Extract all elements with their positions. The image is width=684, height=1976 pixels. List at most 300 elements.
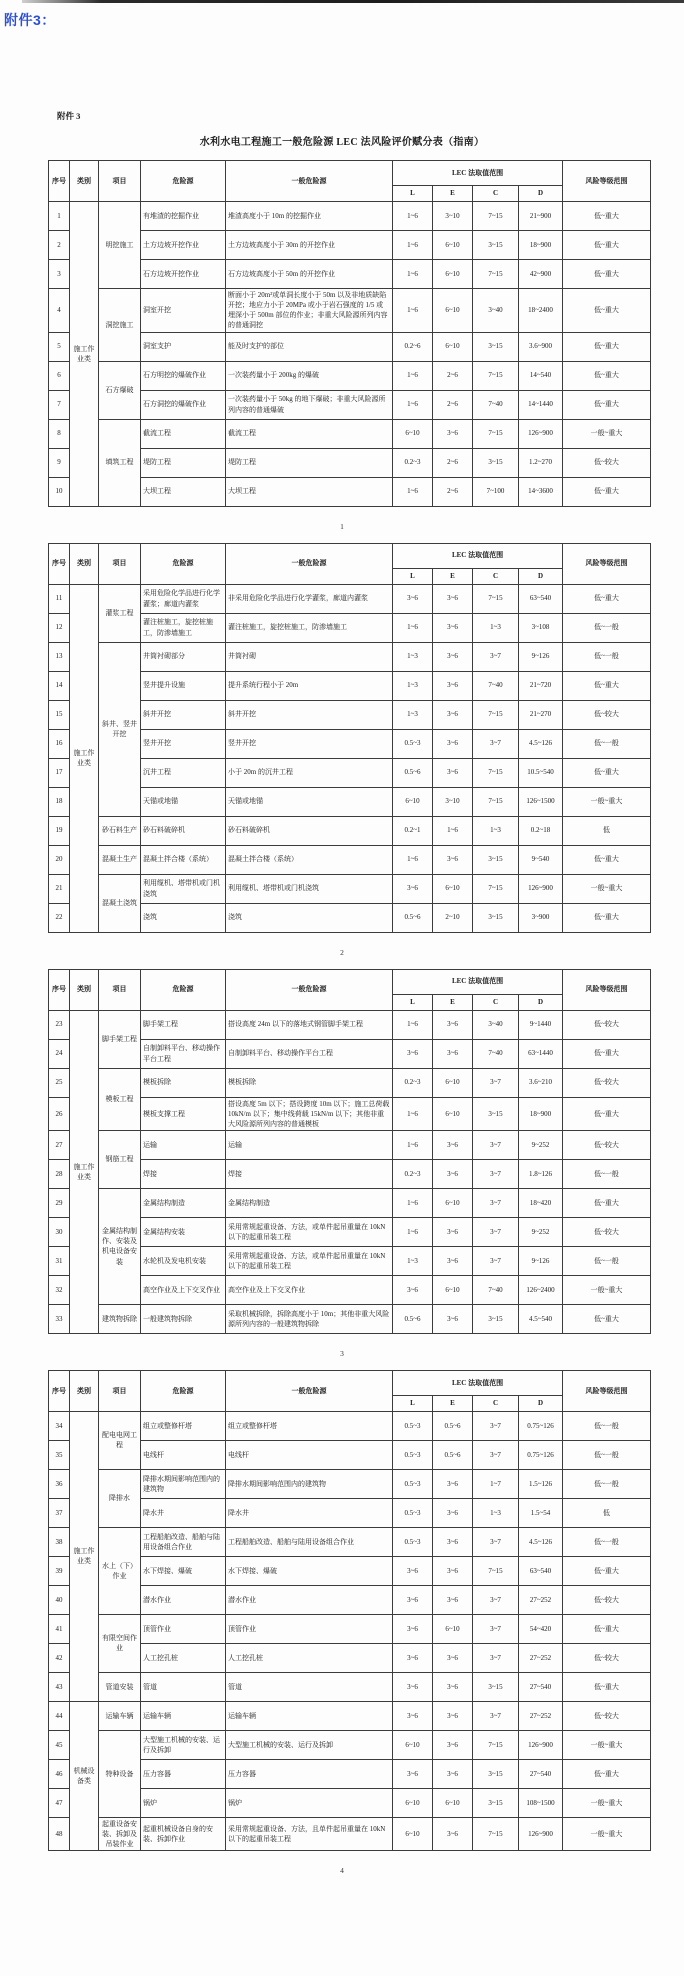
page-title: 水利水电工程施工一般危险源 LEC 法风险评价赋分表（指南） bbox=[199, 137, 485, 148]
cell-e: 0.5~6 bbox=[433, 1440, 473, 1469]
cell-hazard: 采用危险化学品进行化学灌浆；廊道内灌浆 bbox=[141, 584, 226, 613]
cell-hazard: 大型施工机械的安装、运行及拆卸 bbox=[141, 1730, 226, 1759]
cell-hazard: 工程船舶改造、船舶与陆用设备组合作业 bbox=[141, 1527, 226, 1556]
cell-seq: 15 bbox=[49, 700, 70, 729]
cell-c: 7~15 bbox=[473, 758, 519, 787]
cell-c: 3~7 bbox=[473, 1159, 519, 1188]
page-1 bbox=[0, 110, 684, 531]
cell-project: 建筑物拆除 bbox=[99, 1304, 141, 1333]
cell-seq: 41 bbox=[49, 1614, 70, 1643]
cell-risk: 低 bbox=[563, 816, 651, 845]
cell-seq: 18 bbox=[49, 787, 70, 816]
cell-l: 6~10 bbox=[393, 1817, 433, 1850]
cell-l: 1~6 bbox=[393, 202, 433, 231]
cell-general-hazard: 浇筑 bbox=[226, 903, 393, 932]
cell-c: 7~15 bbox=[473, 419, 519, 448]
cell-e: 3~6 bbox=[433, 1498, 473, 1527]
cell-general-hazard: 非采用危险化学品进行化学灌浆，廊道内灌浆 bbox=[226, 584, 393, 613]
cell-d: 63~1440 bbox=[519, 1039, 563, 1068]
cell-project: 管道安装 bbox=[99, 1672, 141, 1701]
page-4 bbox=[0, 1370, 684, 1875]
cell-e: 3~6 bbox=[433, 1643, 473, 1672]
cell-d: 10.5~540 bbox=[519, 758, 563, 787]
cell-d: 4.5~126 bbox=[519, 1527, 563, 1556]
col-header-c: C bbox=[473, 186, 519, 202]
cell-general-hazard: 天锚或地锚 bbox=[226, 787, 393, 816]
cell-e: 3~6 bbox=[433, 729, 473, 758]
cell-e: 2~6 bbox=[433, 477, 473, 506]
cell-l: 0.5~3 bbox=[393, 1411, 433, 1440]
cell-l: 0.5~6 bbox=[393, 758, 433, 787]
cell-risk: 低~较大 bbox=[563, 1585, 651, 1614]
cell-d: 9~1440 bbox=[519, 1010, 563, 1039]
col-header-l: L bbox=[393, 1395, 433, 1411]
cell-hazard: 水轮机及发电机安装 bbox=[141, 1246, 226, 1275]
col-header-lec-group: LEC 法取值范围 bbox=[393, 969, 563, 994]
cell-general-hazard: 井筒衬砌 bbox=[226, 642, 393, 671]
cell-risk: 一般~重大 bbox=[563, 419, 651, 448]
cell-hazard: 砂石料破碎机 bbox=[141, 816, 226, 845]
cell-e: 3~6 bbox=[433, 1246, 473, 1275]
cell-seq: 3 bbox=[49, 260, 70, 289]
cell-d: 14~3600 bbox=[519, 477, 563, 506]
cell-d: 126~900 bbox=[519, 419, 563, 448]
cell-c: 3~40 bbox=[473, 289, 519, 333]
cell-l: 3~6 bbox=[393, 1643, 433, 1672]
cell-general-hazard: 搭设高度 24m 以下的落地式钢管脚手架工程 bbox=[226, 1010, 393, 1039]
cell-c: 3~40 bbox=[473, 1010, 519, 1039]
cell-seq: 42 bbox=[49, 1643, 70, 1672]
cell-general-hazard: 电线杆 bbox=[226, 1440, 393, 1469]
table-row bbox=[49, 361, 651, 390]
cell-e: 6~10 bbox=[433, 1097, 473, 1130]
cell-c: 3~15 bbox=[473, 1788, 519, 1817]
col-header-e: E bbox=[433, 186, 473, 202]
cell-d: 18~420 bbox=[519, 1188, 563, 1217]
cell-general-hazard: 断面小于 20m²或单洞长度小于 50m 以及非地质缺陷开挖；地应力小于 20MPa 或小于岩石强度的 1/5 或埋深小于 500m 部位的作业；非重大风险源所列内容的普通洞挖 bbox=[226, 289, 393, 333]
cell-seq: 32 bbox=[49, 1275, 70, 1304]
cell-d: 9~126 bbox=[519, 642, 563, 671]
cell-e: 6~10 bbox=[433, 260, 473, 289]
cell-d: 27~252 bbox=[519, 1643, 563, 1672]
cell-l: 0.2~3 bbox=[393, 448, 433, 477]
cell-general-hazard: 采用常规起重设备、方法，或单件起吊重量在 10kN 以下的起重吊装工程 bbox=[226, 1217, 393, 1246]
cell-c: 3~7 bbox=[473, 1643, 519, 1672]
cell-c: 7~15 bbox=[473, 361, 519, 390]
cell-c: 3~7 bbox=[473, 1614, 519, 1643]
cell-d: 63~540 bbox=[519, 584, 563, 613]
cell-c: 7~40 bbox=[473, 1275, 519, 1304]
cell-c: 3~7 bbox=[473, 642, 519, 671]
cell-c: 3~15 bbox=[473, 448, 519, 477]
cell-l: 3~6 bbox=[393, 1556, 433, 1585]
cell-c: 7~15 bbox=[473, 1817, 519, 1850]
cell-e: 3~6 bbox=[433, 584, 473, 613]
cell-e: 6~10 bbox=[433, 1188, 473, 1217]
cell-category: 施工作业类 bbox=[70, 584, 99, 932]
cell-e: 0.5~6 bbox=[433, 1411, 473, 1440]
header-row-main bbox=[49, 969, 651, 994]
cell-risk: 低~一般 bbox=[563, 1246, 651, 1275]
cell-risk: 低~重大 bbox=[563, 671, 651, 700]
table-row bbox=[49, 816, 651, 845]
cell-hazard: 洞室支护 bbox=[141, 332, 226, 361]
cell-seq: 14 bbox=[49, 671, 70, 700]
cell-l: 3~6 bbox=[393, 1672, 433, 1701]
cell-l: 6~10 bbox=[393, 1788, 433, 1817]
cell-general-hazard: 压力容器 bbox=[226, 1759, 393, 1788]
cell-d: 3~108 bbox=[519, 613, 563, 642]
cell-c: 7~15 bbox=[473, 700, 519, 729]
risk-table-page-3 bbox=[48, 969, 651, 1334]
cell-general-hazard: 工程船舶改造、船舶与陆用设备组合作业 bbox=[226, 1527, 393, 1556]
cell-d: 21~900 bbox=[519, 202, 563, 231]
cell-hazard: 利用缆机、塔带机或门机浇筑 bbox=[141, 874, 226, 903]
cell-d: 9~540 bbox=[519, 845, 563, 874]
cell-l: 0.5~6 bbox=[393, 1304, 433, 1333]
cell-general-hazard: 管道 bbox=[226, 1672, 393, 1701]
cell-risk: 低~重大 bbox=[563, 289, 651, 333]
cell-risk: 低 bbox=[563, 1498, 651, 1527]
cell-l: 1~6 bbox=[393, 289, 433, 333]
cell-general-hazard: 利用缆机、塔带机或门机浇筑 bbox=[226, 874, 393, 903]
cell-risk: 低~较大 bbox=[563, 1701, 651, 1730]
cell-d: 14~1440 bbox=[519, 390, 563, 419]
cell-category: 施工作业类 bbox=[70, 1010, 99, 1333]
cell-risk: 低~较大 bbox=[563, 1643, 651, 1672]
col-header-seq: 序号 bbox=[49, 1370, 70, 1411]
cell-project: 模板工程 bbox=[99, 1068, 141, 1130]
cell-project: 石方爆破 bbox=[99, 361, 141, 419]
cell-e: 2~6 bbox=[433, 448, 473, 477]
cell-general-hazard: 提升系统行程小于 20m bbox=[226, 671, 393, 700]
col-header-general-hazard: 一般危险源 bbox=[226, 969, 393, 1010]
cell-c: 3~7 bbox=[473, 1217, 519, 1246]
cell-hazard: 竖井开挖 bbox=[141, 729, 226, 758]
cell-general-hazard: 降排水期间影响范围内的建筑物 bbox=[226, 1469, 393, 1498]
cell-d: 1.5~126 bbox=[519, 1469, 563, 1498]
cell-e: 3~6 bbox=[433, 1672, 473, 1701]
cell-c: 3~15 bbox=[473, 231, 519, 260]
cell-project: 混凝土生产 bbox=[99, 845, 141, 874]
cell-l: 1~6 bbox=[393, 1097, 433, 1130]
cell-seq: 46 bbox=[49, 1759, 70, 1788]
cell-c: 3~7 bbox=[473, 1246, 519, 1275]
cell-general-hazard: 组立或整修杆塔 bbox=[226, 1411, 393, 1440]
cell-hazard: 沉井工程 bbox=[141, 758, 226, 787]
cell-l: 0.2~6 bbox=[393, 332, 433, 361]
cell-risk: 一般~重大 bbox=[563, 1730, 651, 1759]
cell-hazard: 压力容器 bbox=[141, 1759, 226, 1788]
cell-l: 3~6 bbox=[393, 1275, 433, 1304]
cell-e: 3~6 bbox=[433, 1217, 473, 1246]
col-header-hazard: 危险源 bbox=[141, 161, 226, 202]
cell-e: 3~10 bbox=[433, 787, 473, 816]
cell-c: 3~7 bbox=[473, 1188, 519, 1217]
cell-l: 1~6 bbox=[393, 613, 433, 642]
table-row bbox=[49, 1730, 651, 1759]
cell-l: 1~6 bbox=[393, 1217, 433, 1246]
cell-seq: 11 bbox=[49, 584, 70, 613]
cell-risk: 低~一般 bbox=[563, 1159, 651, 1188]
table-row bbox=[49, 289, 651, 333]
cell-general-hazard: 大型施工机械的安装、运行及拆卸 bbox=[226, 1730, 393, 1759]
cell-seq: 38 bbox=[49, 1527, 70, 1556]
cell-project: 特种设备 bbox=[99, 1730, 141, 1817]
cell-risk: 一般~重大 bbox=[563, 1788, 651, 1817]
cell-hazard: 有堆渣的挖掘作业 bbox=[141, 202, 226, 231]
col-header-project: 项目 bbox=[99, 1370, 141, 1411]
cell-hazard: 混凝土拌合楼（系统） bbox=[141, 845, 226, 874]
cell-seq: 36 bbox=[49, 1469, 70, 1498]
col-header-l: L bbox=[393, 568, 433, 584]
cell-c: 7~15 bbox=[473, 1730, 519, 1759]
col-header-lec-group: LEC 法取值范围 bbox=[393, 543, 563, 568]
cell-risk: 低~重大 bbox=[563, 361, 651, 390]
cell-seq: 6 bbox=[49, 361, 70, 390]
cell-risk: 低~重大 bbox=[563, 758, 651, 787]
cell-d: 1.2~270 bbox=[519, 448, 563, 477]
cell-hazard: 石方洞挖的爆破作业 bbox=[141, 390, 226, 419]
cell-c: 7~15 bbox=[473, 260, 519, 289]
cell-seq: 37 bbox=[49, 1498, 70, 1527]
page-3 bbox=[0, 969, 684, 1358]
cell-c: 3~15 bbox=[473, 332, 519, 361]
cell-seq: 9 bbox=[49, 448, 70, 477]
table-row bbox=[49, 1304, 651, 1333]
cell-e: 3~6 bbox=[433, 845, 473, 874]
cell-seq: 47 bbox=[49, 1788, 70, 1817]
cell-e: 2~6 bbox=[433, 361, 473, 390]
cell-l: 0.5~6 bbox=[393, 903, 433, 932]
cell-l: 6~10 bbox=[393, 787, 433, 816]
cell-d: 0.75~126 bbox=[519, 1440, 563, 1469]
cell-general-hazard: 堤防工程 bbox=[226, 448, 393, 477]
cell-c: 7~40 bbox=[473, 1039, 519, 1068]
col-header-category: 类别 bbox=[70, 543, 99, 584]
col-header-c: C bbox=[473, 1395, 519, 1411]
col-header-d: D bbox=[519, 1395, 563, 1411]
cell-c: 7~15 bbox=[473, 787, 519, 816]
cell-d: 21~270 bbox=[519, 700, 563, 729]
cell-e: 6~10 bbox=[433, 231, 473, 260]
cell-e: 3~6 bbox=[433, 671, 473, 700]
cell-general-hazard: 采用常规起重设备、方法，且单件起吊重量在 10kN 以下的起重吊装工程 bbox=[226, 1817, 393, 1850]
cell-general-hazard: 石方边坡高度小于 50m 的开挖作业 bbox=[226, 260, 393, 289]
cell-risk: 一般~重大 bbox=[563, 787, 651, 816]
cell-seq: 44 bbox=[49, 1701, 70, 1730]
col-header-l: L bbox=[393, 994, 433, 1010]
cell-l: 1~3 bbox=[393, 1246, 433, 1275]
cell-project: 配电电网工程 bbox=[99, 1411, 141, 1469]
table-row bbox=[49, 1010, 651, 1039]
cell-d: 126~900 bbox=[519, 874, 563, 903]
col-header-hazard: 危险源 bbox=[141, 543, 226, 584]
cell-general-hazard: 锅炉 bbox=[226, 1788, 393, 1817]
cell-c: 3~7 bbox=[473, 1130, 519, 1159]
cell-project: 有限空间作业 bbox=[99, 1614, 141, 1672]
cell-project: 起重设备安装、拆卸及吊装作业 bbox=[99, 1817, 141, 1850]
cell-general-hazard: 人工挖孔桩 bbox=[226, 1643, 393, 1672]
cell-hazard: 顶管作业 bbox=[141, 1614, 226, 1643]
col-header-hazard: 危险源 bbox=[141, 969, 226, 1010]
cell-d: 14~540 bbox=[519, 361, 563, 390]
cell-l: 1~6 bbox=[393, 477, 433, 506]
cell-hazard: 浇筑 bbox=[141, 903, 226, 932]
cell-general-hazard: 高空作业及上下交叉作业 bbox=[226, 1275, 393, 1304]
cell-general-hazard: 采用常规起重设备、方法，或单件起吊重量在 10kN 以下的起重吊装工程 bbox=[226, 1246, 393, 1275]
cell-l: 1~6 bbox=[393, 1010, 433, 1039]
cell-risk: 一般~重大 bbox=[563, 874, 651, 903]
cell-risk: 低~重大 bbox=[563, 332, 651, 361]
cell-l: 0.5~3 bbox=[393, 1440, 433, 1469]
cell-risk: 低~一般 bbox=[563, 613, 651, 642]
cell-c: 7~15 bbox=[473, 202, 519, 231]
cell-hazard: 模板支撑工程 bbox=[141, 1097, 226, 1130]
cell-e: 3~6 bbox=[433, 1759, 473, 1788]
cell-d: 126~900 bbox=[519, 1730, 563, 1759]
page-number: 3 bbox=[340, 1348, 344, 1358]
cell-e: 6~10 bbox=[433, 1788, 473, 1817]
risk-table-page-4 bbox=[48, 1370, 651, 1851]
cell-hazard: 降水井 bbox=[141, 1498, 226, 1527]
cell-l: 3~6 bbox=[393, 1039, 433, 1068]
cell-l: 3~6 bbox=[393, 1614, 433, 1643]
col-header-e: E bbox=[433, 1395, 473, 1411]
cell-c: 7~15 bbox=[473, 584, 519, 613]
cell-c: 1~7 bbox=[473, 1469, 519, 1498]
cell-general-hazard: 小于 20m 的沉井工程 bbox=[226, 758, 393, 787]
cell-c: 7~40 bbox=[473, 390, 519, 419]
col-header-hazard: 危险源 bbox=[141, 1370, 226, 1411]
cell-seq: 26 bbox=[49, 1097, 70, 1130]
table-row bbox=[49, 1672, 651, 1701]
cell-seq: 20 bbox=[49, 845, 70, 874]
cell-e: 3~6 bbox=[433, 1304, 473, 1333]
cell-d: 9~252 bbox=[519, 1217, 563, 1246]
cell-general-hazard: 顶管作业 bbox=[226, 1614, 393, 1643]
cell-risk: 低~较大 bbox=[563, 1068, 651, 1097]
cell-e: 3~10 bbox=[433, 202, 473, 231]
cell-d: 3~900 bbox=[519, 903, 563, 932]
cell-e: 3~6 bbox=[433, 1817, 473, 1850]
cell-risk: 低~重大 bbox=[563, 1759, 651, 1788]
cell-e: 3~6 bbox=[433, 1730, 473, 1759]
cell-d: 4.5~126 bbox=[519, 729, 563, 758]
cell-hazard: 截流工程 bbox=[141, 419, 226, 448]
header-row-main bbox=[49, 1370, 651, 1395]
cell-d: 108~1500 bbox=[519, 1788, 563, 1817]
table-row bbox=[49, 1068, 651, 1097]
cell-general-hazard: 混凝土拌合楼（系统） bbox=[226, 845, 393, 874]
risk-table-page-2 bbox=[48, 543, 651, 933]
cell-general-hazard: 斜井开挖 bbox=[226, 700, 393, 729]
cell-l: 1~6 bbox=[393, 361, 433, 390]
table-row bbox=[49, 584, 651, 613]
cell-c: 3~15 bbox=[473, 1304, 519, 1333]
cell-hazard: 洞室开挖 bbox=[141, 289, 226, 333]
cell-hazard: 天锚或地锚 bbox=[141, 787, 226, 816]
col-header-c: C bbox=[473, 994, 519, 1010]
col-header-category: 类别 bbox=[70, 161, 99, 202]
cell-risk: 低~一般 bbox=[563, 729, 651, 758]
cell-risk: 低~重大 bbox=[563, 231, 651, 260]
cell-d: 3.6~210 bbox=[519, 1068, 563, 1097]
cell-e: 3~6 bbox=[433, 1527, 473, 1556]
cell-hazard: 运输车辆 bbox=[141, 1701, 226, 1730]
cell-general-hazard: 降水井 bbox=[226, 1498, 393, 1527]
cell-project: 降排水 bbox=[99, 1469, 141, 1527]
cell-general-hazard: 运输车辆 bbox=[226, 1701, 393, 1730]
cell-category: 施工作业类 bbox=[70, 1411, 99, 1701]
cell-project: 洞挖施工 bbox=[99, 289, 141, 362]
cell-risk: 低~较大 bbox=[563, 1130, 651, 1159]
cell-e: 2~10 bbox=[433, 903, 473, 932]
cell-l: 1~3 bbox=[393, 700, 433, 729]
col-header-l: L bbox=[393, 186, 433, 202]
cell-risk: 一般~重大 bbox=[563, 1275, 651, 1304]
cell-risk: 低~一般 bbox=[563, 1527, 651, 1556]
cell-c: 7~100 bbox=[473, 477, 519, 506]
cell-general-hazard: 采取机械拆除，拆除高度小于 10m；其他非重大风险源所列内容的一般建筑物拆除 bbox=[226, 1304, 393, 1333]
cell-seq: 33 bbox=[49, 1304, 70, 1333]
cell-c: 7~15 bbox=[473, 874, 519, 903]
attachment-label-blue: 附件3： bbox=[4, 12, 56, 28]
table-row bbox=[49, 419, 651, 448]
cell-d: 126~900 bbox=[519, 1817, 563, 1850]
cell-risk: 低~重大 bbox=[563, 390, 651, 419]
cell-risk: 低~一般 bbox=[563, 1469, 651, 1498]
header-row-main bbox=[49, 543, 651, 568]
col-header-project: 项目 bbox=[99, 161, 141, 202]
cell-hazard: 斜井开挖 bbox=[141, 700, 226, 729]
cell-risk: 低~重大 bbox=[563, 845, 651, 874]
cell-e: 1~6 bbox=[433, 816, 473, 845]
cell-seq: 10 bbox=[49, 477, 70, 506]
cell-l: 1~3 bbox=[393, 671, 433, 700]
cell-seq: 22 bbox=[49, 903, 70, 932]
cell-project: 填筑工程 bbox=[99, 419, 141, 506]
cell-hazard: 高空作业及上下交叉作业 bbox=[141, 1275, 226, 1304]
cell-e: 3~6 bbox=[433, 1469, 473, 1498]
cell-d: 54~420 bbox=[519, 1614, 563, 1643]
cell-e: 3~6 bbox=[433, 613, 473, 642]
cell-l: 1~6 bbox=[393, 1130, 433, 1159]
cell-c: 3~7 bbox=[473, 1068, 519, 1097]
cell-seq: 23 bbox=[49, 1010, 70, 1039]
col-header-seq: 序号 bbox=[49, 969, 70, 1010]
cell-hazard: 堤防工程 bbox=[141, 448, 226, 477]
cell-l: 0.2~3 bbox=[393, 1159, 433, 1188]
cell-d: 1.5~54 bbox=[519, 1498, 563, 1527]
cell-project: 钢筋工程 bbox=[99, 1130, 141, 1188]
cell-hazard: 石方边坡开挖作业 bbox=[141, 260, 226, 289]
cell-risk: 低~较大 bbox=[563, 1010, 651, 1039]
cell-l: 3~6 bbox=[393, 1759, 433, 1788]
col-header-risk-range: 风险等级范围 bbox=[563, 161, 651, 202]
cell-general-hazard: 搭设高度 5m 以下；搭设跨度 10m 以下；施工总荷载 10kN/m 以下；集中线荷载 15kN/m 以下；其他非重大风险源所列内容的普通模板 bbox=[226, 1097, 393, 1130]
col-header-d: D bbox=[519, 186, 563, 202]
table-row bbox=[49, 1130, 651, 1159]
cell-seq: 27 bbox=[49, 1130, 70, 1159]
cell-general-hazard: 砂石料破碎机 bbox=[226, 816, 393, 845]
cell-e: 3~6 bbox=[433, 1130, 473, 1159]
cell-e: 3~6 bbox=[433, 1556, 473, 1585]
cell-hazard: 降排水期间影响范围内的建筑物 bbox=[141, 1469, 226, 1498]
cell-c: 3~7 bbox=[473, 1411, 519, 1440]
cell-risk: 低~重大 bbox=[563, 1304, 651, 1333]
col-header-d: D bbox=[519, 994, 563, 1010]
